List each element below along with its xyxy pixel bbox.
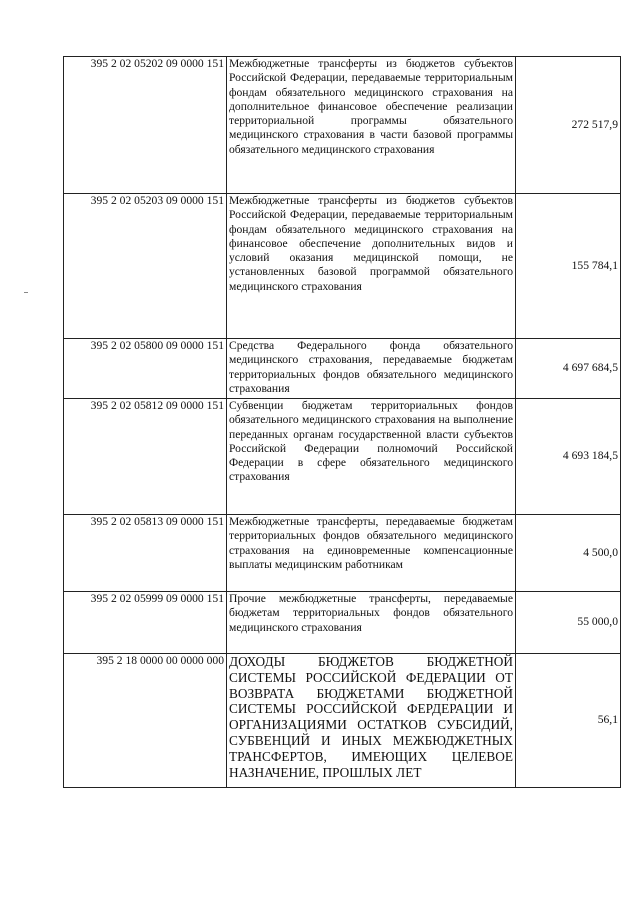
- amount-cell: 55 000,0: [516, 592, 621, 654]
- budget-code-cell: 395 2 02 05203 09 0000 151: [64, 194, 227, 339]
- table-row: [64, 592, 621, 654]
- budget-code-cell: 395 2 18 0000 00 0000 000: [64, 654, 227, 788]
- revenue-name-cell: Межбюджетные трансферты из бюджетов субъектов Российской Федерации, передаваемые территориальным фондам обязательного медицинского страхования на дополнительное финансовое обеспечение реализации территориальной программы обязательного медицинского страхования в части базовой программы обязательного медицинского страхования: [227, 57, 516, 194]
- amount-cell: 272 517,9: [516, 57, 621, 194]
- budget-code-cell: 395 2 02 05812 09 0000 151: [64, 399, 227, 515]
- amount-cell: 4 697 684,5: [516, 339, 621, 399]
- table-row: [64, 57, 621, 194]
- amount-cell: 4 693 184,5: [516, 399, 621, 515]
- budget-revenue-table: [63, 56, 621, 788]
- table-row: [64, 339, 621, 399]
- revenue-name-cell: ДОХОДЫ БЮДЖЕТОВ БЮДЖЕТНОЙ СИСТЕМЫ РОССИЙСКОЙ ФЕДЕРАЦИИ ОТ ВОЗВРАТА БЮДЖЕТАМИ БЮДЖЕТНОЙ СИСТЕМЫ РОССИЙСКОЙ ФЕРДЕРАЦИИ И ОРГАНИЗАЦИЯМИ ОСТАТКОВ СУБСИДИЙ, СУБВЕНЦИЙ И ИНЫХ МЕЖБЮДЖЕТНЫХ ТРАНСФЕРТОВ, ИМЕЮЩИХ ЦЕЛЕВОЕ НАЗНАЧЕНИЕ, ПРОШЛЫХ ЛЕТ: [227, 654, 516, 788]
- revenue-name-cell: Прочие межбюджетные трансферты, передаваемые бюджетам территориальных фондов обязательного медицинского страхования: [227, 592, 516, 654]
- revenue-name-cell: Межбюджетные трансферты из бюджетов субъектов Российской Федерации, передаваемые территориальным фондам обязательного медицинского страхования на финансовое обеспечение дополнительных видов и условий оказания медицинской помощи, не установленных базовой программой обязательного медицинского страхования: [227, 194, 516, 339]
- table-row: [64, 399, 621, 515]
- revenue-name-cell: Средства Федерального фонда обязательного медицинского страхования, передаваемые бюджетам территориальных фондов обязательного медицинского страхования: [227, 339, 516, 399]
- amount-cell: 4 500,0: [516, 515, 621, 592]
- amount-cell: 155 784,1: [516, 194, 621, 339]
- table-row: [64, 194, 621, 339]
- budget-code-cell: 395 2 02 05999 09 0000 151: [64, 592, 227, 654]
- table-row: [64, 654, 621, 788]
- amount-cell: 56,1: [516, 654, 621, 788]
- table-row: [64, 515, 621, 592]
- budget-code-cell: 395 2 02 05202 09 0000 151: [64, 57, 227, 194]
- budget-code-cell: 395 2 02 05813 09 0000 151: [64, 515, 227, 592]
- revenue-name-cell: Субвенции бюджетам территориальных фондов обязательного медицинского страхования на выполнение переданных органам государственной власти субъектов Российской Федерации полномочий Российской Федерации в сфере обязательного медицинского страхования: [227, 399, 516, 515]
- budget-code-cell: 395 2 02 05800 09 0000 151: [64, 339, 227, 399]
- scan-speck: [24, 292, 28, 293]
- revenue-name-cell: Межбюджетные трансферты, передаваемые бюджетам территориальных фондов обязательного медицинского страхования на единовременные компенсационные выплаты медицинским работникам: [227, 515, 516, 592]
